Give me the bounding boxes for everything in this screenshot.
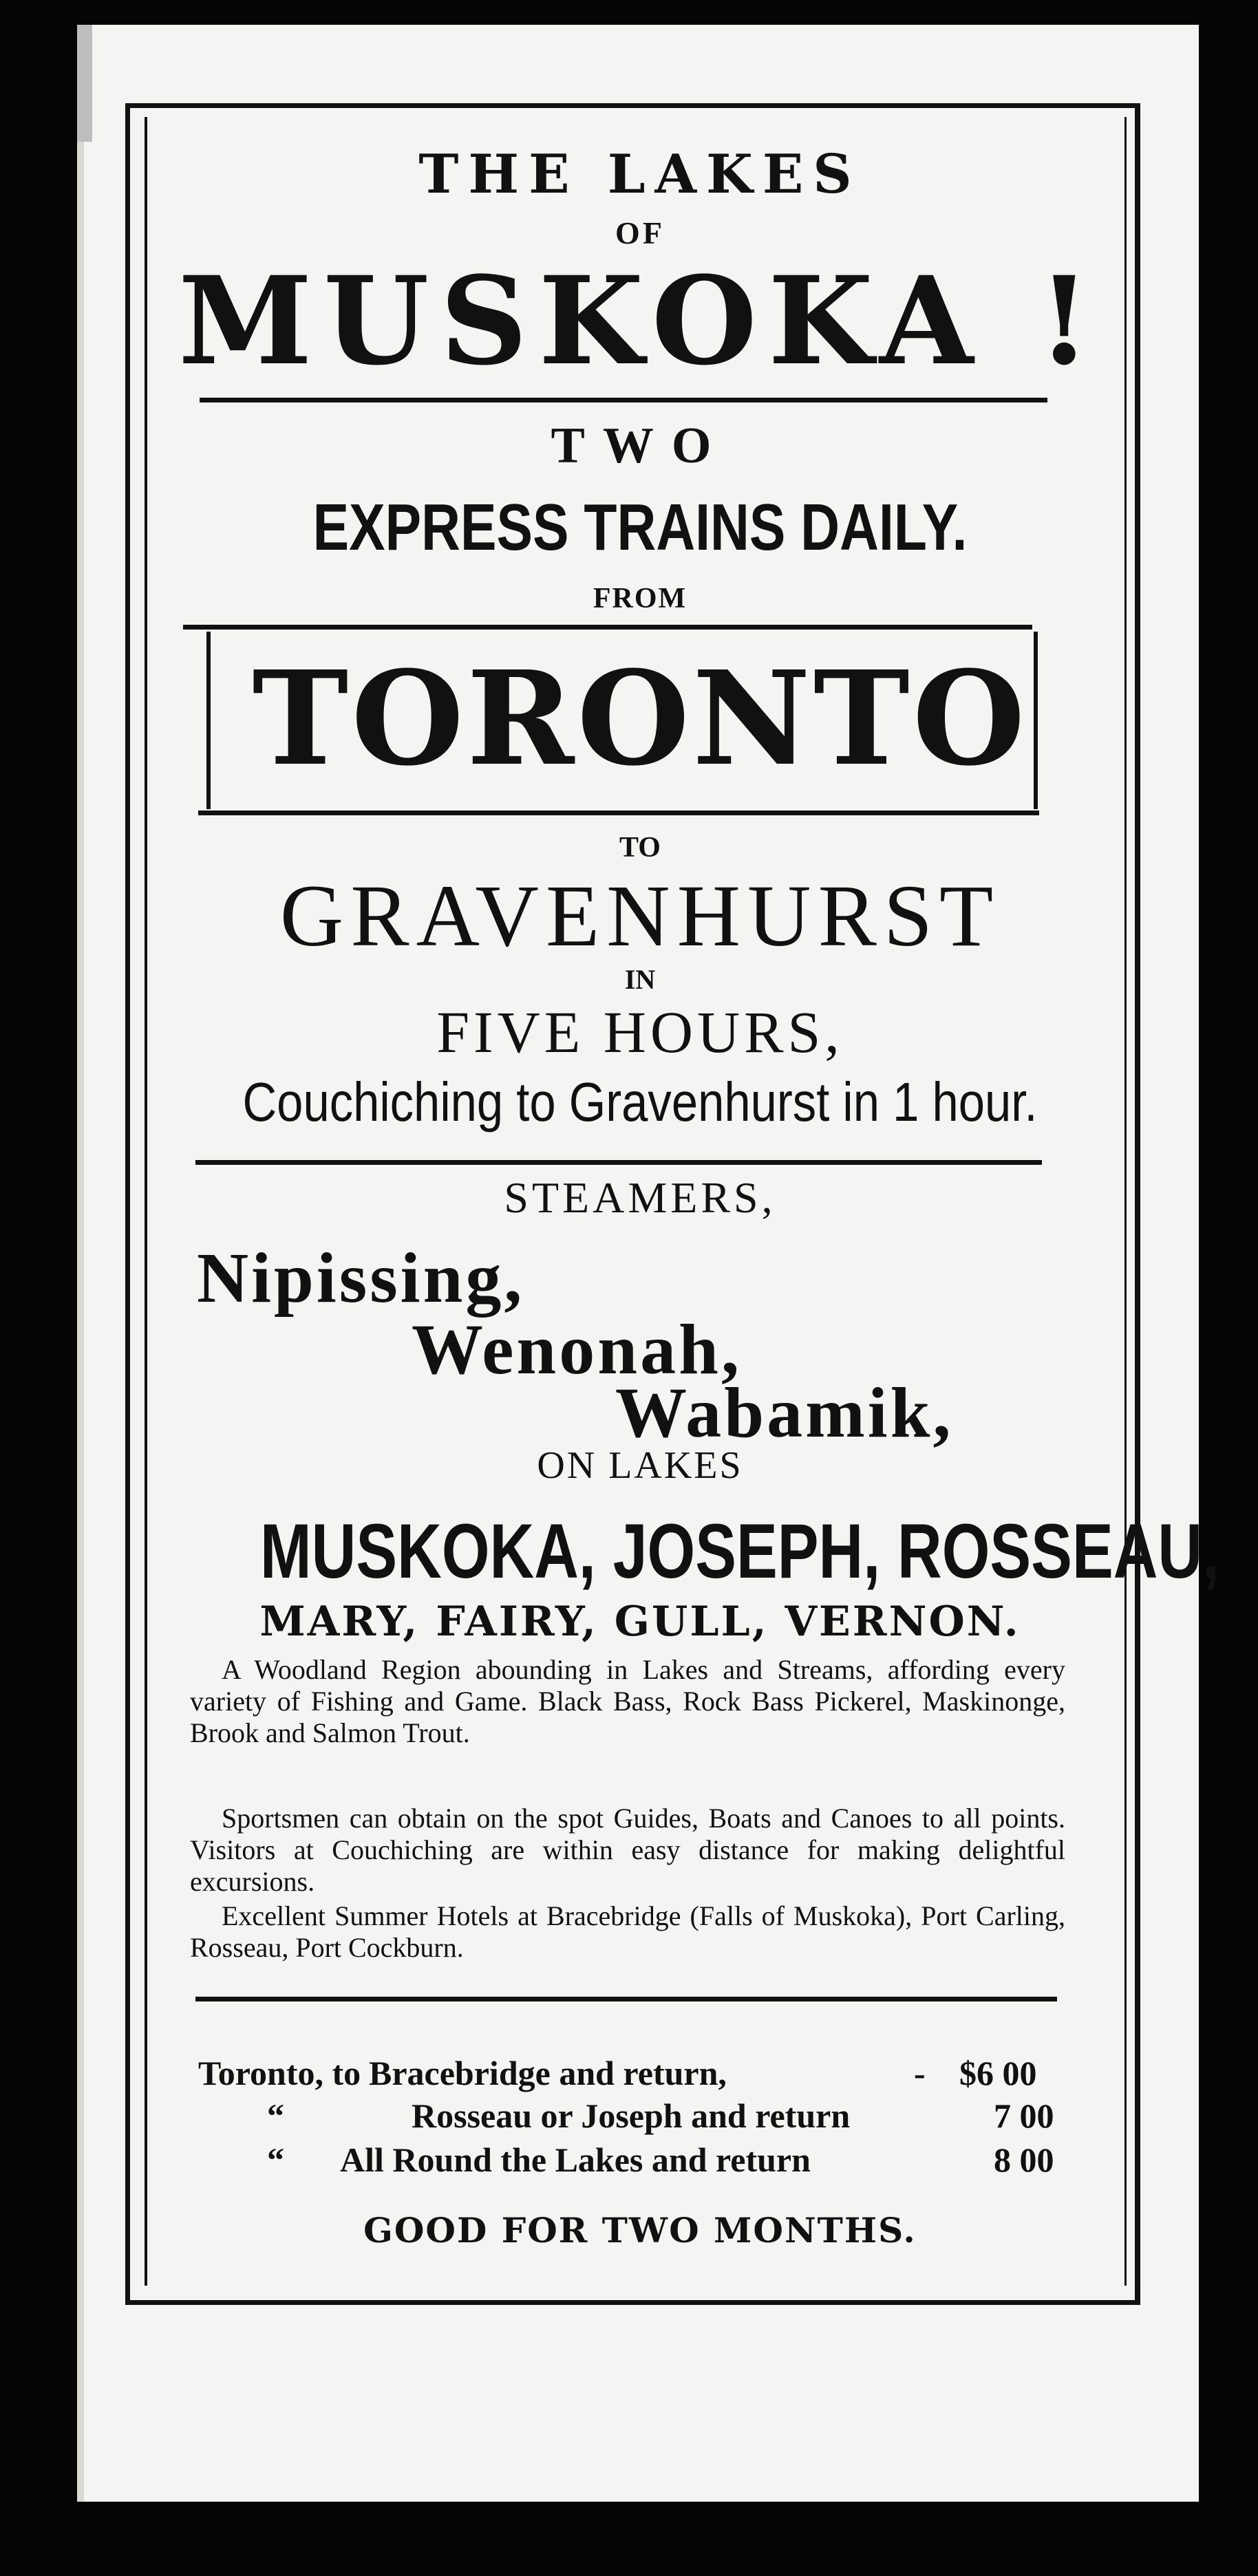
two-label: TWO	[551, 418, 729, 474]
scan-edge-strip	[77, 25, 92, 142]
from-label: FROM	[593, 583, 687, 614]
divider-rule	[200, 398, 1047, 402]
on-lakes-label: ON LAKES	[537, 1444, 743, 1487]
divider-rule-3	[195, 1997, 1057, 2001]
fare-row-bracebridge	[198, 2053, 1086, 2094]
headline-the-lakes: THE LAKES	[418, 143, 862, 206]
lakes-minor: MARY, FAIRY, GULL, VERNON.	[259, 1598, 1021, 1646]
toronto-bottom-rule	[198, 811, 1039, 815]
fare-route: All Round the Lakes and return	[340, 2140, 811, 2179]
to-label: TO	[619, 832, 661, 863]
fare-row-round	[198, 2140, 1086, 2181]
fare-route: Rosseau or Joseph and return	[412, 2096, 851, 2135]
headline-of: OF	[615, 215, 665, 250]
fare-price: 7 00	[994, 2096, 1054, 2135]
paragraph-sportsmen: Sportsmen can obtain on the spot Guides, Boats and Canoes to all points. Visitors at Couchiching are within easy distance for making delightful excursions.	[190, 1803, 1065, 1897]
origin-toronto: TORONTO	[252, 643, 1028, 795]
express-trains-daily: EXPRESS TRAINS DAILY.	[312, 491, 968, 564]
in-label: IN	[624, 964, 656, 995]
paragraph-region: A Woodland Region abounding in Lakes and Streams, affording every variety of Fishing and Game. Black Bass, Rock Bass Pickerel, Maskinonge, Brook and Salmon Trout.	[190, 1654, 1065, 1748]
fare-prefix: Toronto, to	[198, 2054, 361, 2092]
steamer-wenonah: Wenonah,	[412, 1310, 742, 1389]
divider-rule-2	[195, 1160, 1042, 1165]
lakes-main: MUSKOKA, JOSEPH, ROSSEAU,	[260, 1508, 1220, 1594]
fare-dot: -	[914, 2054, 926, 2092]
fare-prefix: “	[267, 2096, 284, 2135]
paragraph-hotels: Excellent Summer Hotels at Bracebridge (Falls of Muskoka), Port Carling, Rosseau, Port Cockburn.	[190, 1900, 1065, 1963]
toronto-top-rule	[183, 625, 1032, 630]
fare-route: Bracebridge and return,	[369, 2054, 727, 2092]
steamer-wabamik: Wabamik,	[615, 1373, 954, 1452]
destination-gravenhurst: GRAVENHURST	[279, 867, 1001, 965]
fare-row-rosseau	[198, 2096, 1086, 2137]
fare-price: $6 00	[959, 2054, 1037, 2092]
fare-prefix: “	[267, 2140, 284, 2179]
couchiching-note: Couchiching to Gravenhurst in 1 hour.	[242, 1071, 1038, 1133]
validity-note: GOOD FOR TWO MONTHS.	[363, 2210, 917, 2251]
steamer-nipissing: Nipissing,	[197, 1238, 525, 1318]
fare-price: 8 00	[994, 2140, 1054, 2179]
steamers-heading: STEAMERS,	[504, 1173, 776, 1222]
headline-muskoka: MUSKOKA !	[178, 250, 1102, 392]
five-hours: FIVE HOURS,	[436, 999, 844, 1065]
